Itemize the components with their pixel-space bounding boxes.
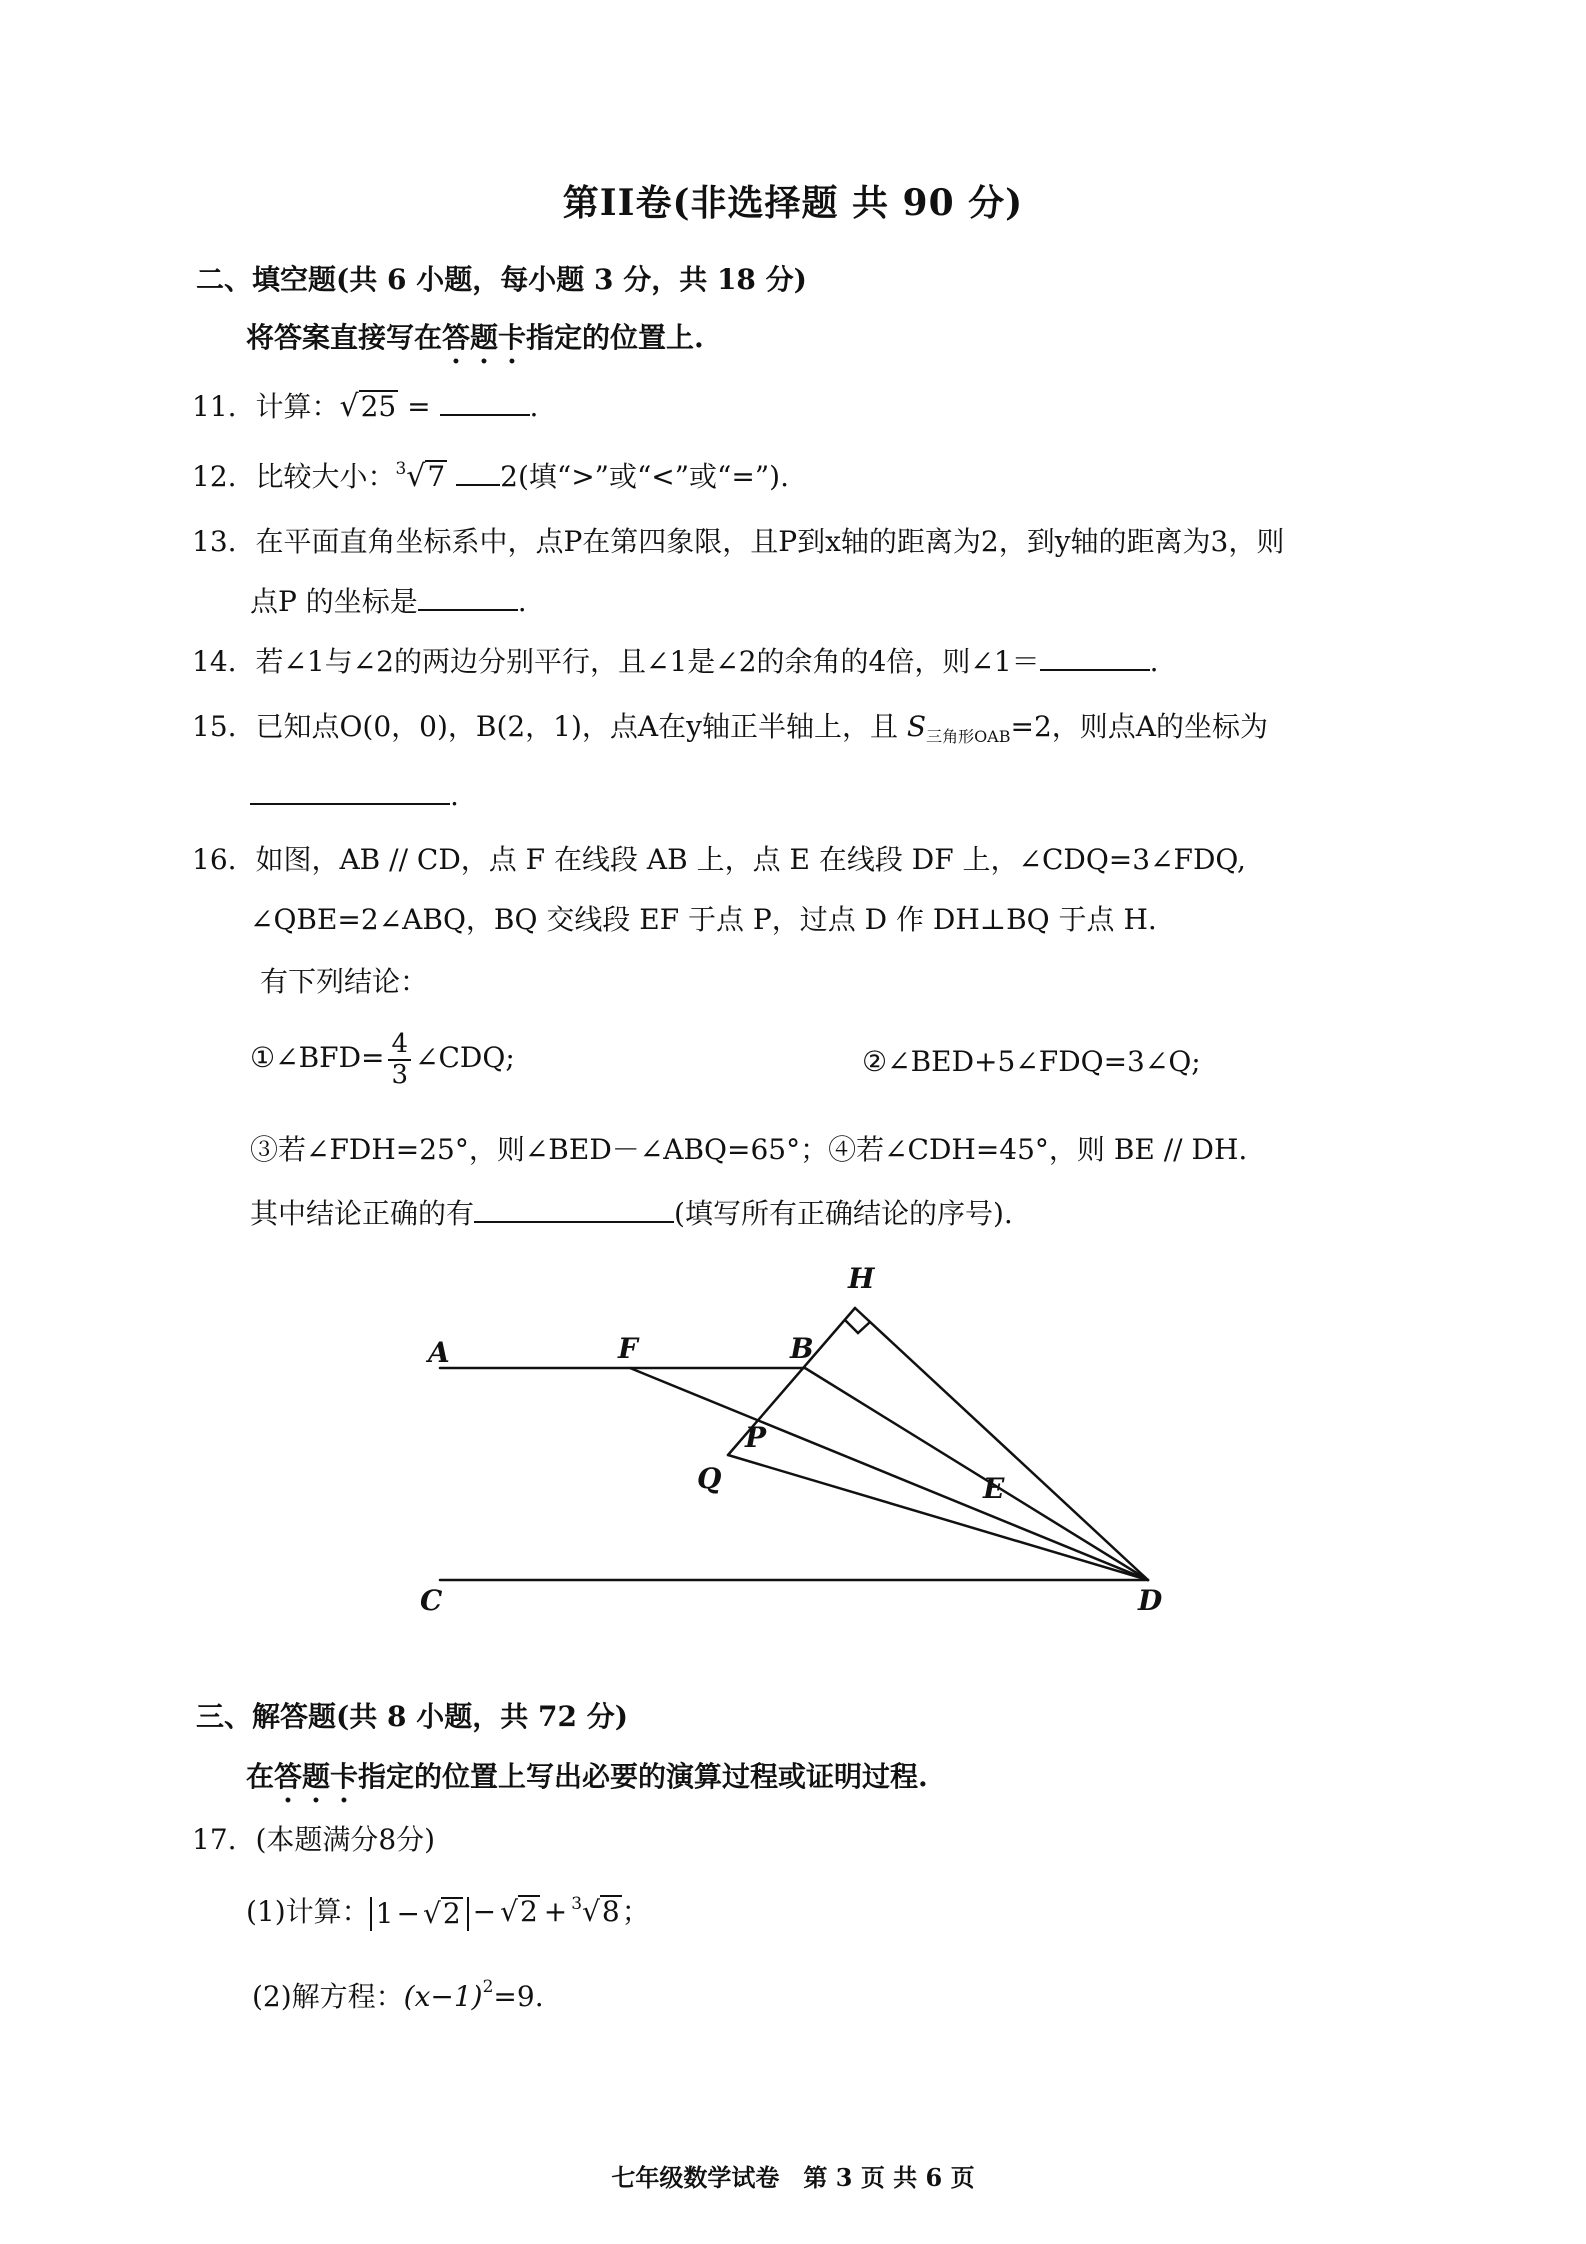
question-number: 14.	[192, 645, 237, 678]
label-a: A	[428, 1336, 450, 1369]
instruction-text: 将答案直接写在	[246, 321, 443, 354]
area-subscript: 三角形OAB	[926, 727, 1011, 746]
root-index: 3	[571, 1894, 583, 1914]
radicand: 2	[519, 1895, 538, 1928]
question-16-line-2: ∠QBE=2∠ABQ，BQ 交线段 EF 于点 P，过点 D 作 DH⊥BQ 于点 H.	[250, 903, 1157, 936]
label-b: B	[790, 1332, 814, 1365]
label-c: C	[420, 1584, 443, 1617]
page-footer: 七年级数学试卷 第 3 页 共 6 页	[611, 2163, 975, 2192]
question-17-part-1	[246, 1890, 650, 1931]
label-h: H	[848, 1262, 875, 1295]
period: .	[534, 1980, 544, 2013]
minus-sign: −	[396, 1896, 420, 1930]
radical-sign: √	[422, 1896, 441, 1930]
question-17-part-2	[252, 1975, 544, 2015]
fraction-denominator: 3	[391, 1059, 409, 1090]
question-text: 在平面直角坐标系中，点P在第四象限，且P到x轴的距离为2，到y轴的距离为3，则	[255, 525, 1285, 558]
instruction-emphasis: 答题卡	[442, 321, 527, 354]
question-title: (本题满分8分)	[255, 1823, 436, 1856]
equals-sign: =	[407, 390, 431, 423]
section-2-heading: 二、填空题(共 6 小题，每小题 3 分，共 18 分)	[196, 263, 807, 296]
question-number: 12.	[192, 460, 237, 493]
instruction-text: 指定的位置上写出必要的演算过程或证明过程.	[358, 1760, 928, 1793]
question-text: 若∠1与∠2的两边分别平行，且∠1是∠2的余角的4倍，则∠1＝	[255, 645, 1040, 678]
segment-qd	[728, 1455, 1148, 1580]
label-p: P	[745, 1421, 767, 1454]
question-number: 17.	[192, 1823, 237, 1856]
question-text: 已知点O(0，0)，B(2，1)，点A在y轴正半轴上，且	[255, 710, 907, 743]
math-expression: =9	[493, 1980, 535, 2013]
period: .	[529, 390, 539, 423]
radicand: 2	[442, 1896, 461, 1930]
question-text: 2(填“>”或“<”或“=”).	[500, 460, 789, 493]
area-symbol: S	[906, 710, 927, 743]
label-e: E	[983, 1472, 1005, 1505]
radical-sign: √	[582, 1895, 600, 1928]
question-number: 16.	[192, 843, 237, 876]
exponent: 2	[482, 1977, 494, 1997]
segment-bd	[805, 1368, 1148, 1580]
radicand: 8	[601, 1895, 620, 1928]
right-angle-mark	[845, 1320, 870, 1333]
radicand: 7	[427, 460, 446, 493]
conclusion-2: ②∠BED+5∠FDQ=3∠Q;	[862, 1045, 1201, 1078]
absolute-value	[370, 1897, 469, 1931]
question-17	[192, 1818, 435, 1858]
question-text: 计算：	[255, 390, 340, 423]
instruction-text: 在	[246, 1760, 275, 1793]
conclusion-text: ①∠BFD=	[250, 1041, 385, 1075]
minus-sign: −	[472, 1895, 497, 1928]
plus-sign: +	[543, 1895, 568, 1928]
radical-sign: √	[406, 459, 426, 494]
label-f: F	[618, 1332, 638, 1365]
question-text: =2，则点A的坐标为	[1010, 710, 1268, 743]
period: .	[1149, 645, 1159, 678]
conclusion-3-4: ③若∠FDH=25°，则∠BED－∠ABQ=65°；④若∠CDH=45°，则 BE // DH.	[250, 1133, 1248, 1166]
radical-sign: √	[500, 1895, 518, 1928]
question-number: 13.	[192, 525, 237, 558]
semicolon: ；	[621, 1895, 650, 1928]
conclusion-text: ∠CDQ;	[415, 1041, 515, 1075]
section-3-heading: 三、解答题(共 8 小题，共 72 分)	[196, 1700, 628, 1733]
question-text: 其中结论正确的有	[250, 1197, 475, 1230]
question-text: (填写所有正确结论的序号).	[674, 1197, 1013, 1230]
segment-hd	[855, 1308, 1148, 1580]
page-title: 第II卷(非选择题 共 90 分)	[562, 182, 1024, 224]
label-d: D	[1138, 1584, 1163, 1617]
radicand: 25	[360, 390, 397, 423]
question-text: 点P 的坐标是	[250, 585, 418, 618]
fraction-numerator: 4	[388, 1030, 411, 1061]
question-text: (2)解方程：	[252, 1980, 404, 2013]
question-text: 如图，AB // CD，点 F 在线段 AB 上，点 E 在线段 DF 上，∠CDQ=3∠FDQ,	[255, 843, 1246, 876]
math-term: 1	[375, 1896, 394, 1930]
question-number: 15.	[192, 710, 237, 743]
math-expression: (x−1)	[403, 1980, 483, 2013]
section-3-instruction	[246, 1755, 928, 1809]
period: .	[450, 779, 459, 812]
root-index: 3	[395, 459, 407, 479]
radical-sign: √	[339, 389, 359, 424]
question-text: (1)计算：	[246, 1895, 370, 1928]
question-text: 比较大小：	[255, 460, 396, 493]
instruction-emphasis: 答题卡	[274, 1760, 359, 1793]
label-q: Q	[697, 1462, 722, 1495]
instruction-text: 指定的位置上.	[526, 321, 704, 354]
question-16-line-3: 有下列结论：	[260, 965, 429, 998]
period: .	[517, 585, 527, 618]
question-number: 11.	[192, 390, 237, 423]
